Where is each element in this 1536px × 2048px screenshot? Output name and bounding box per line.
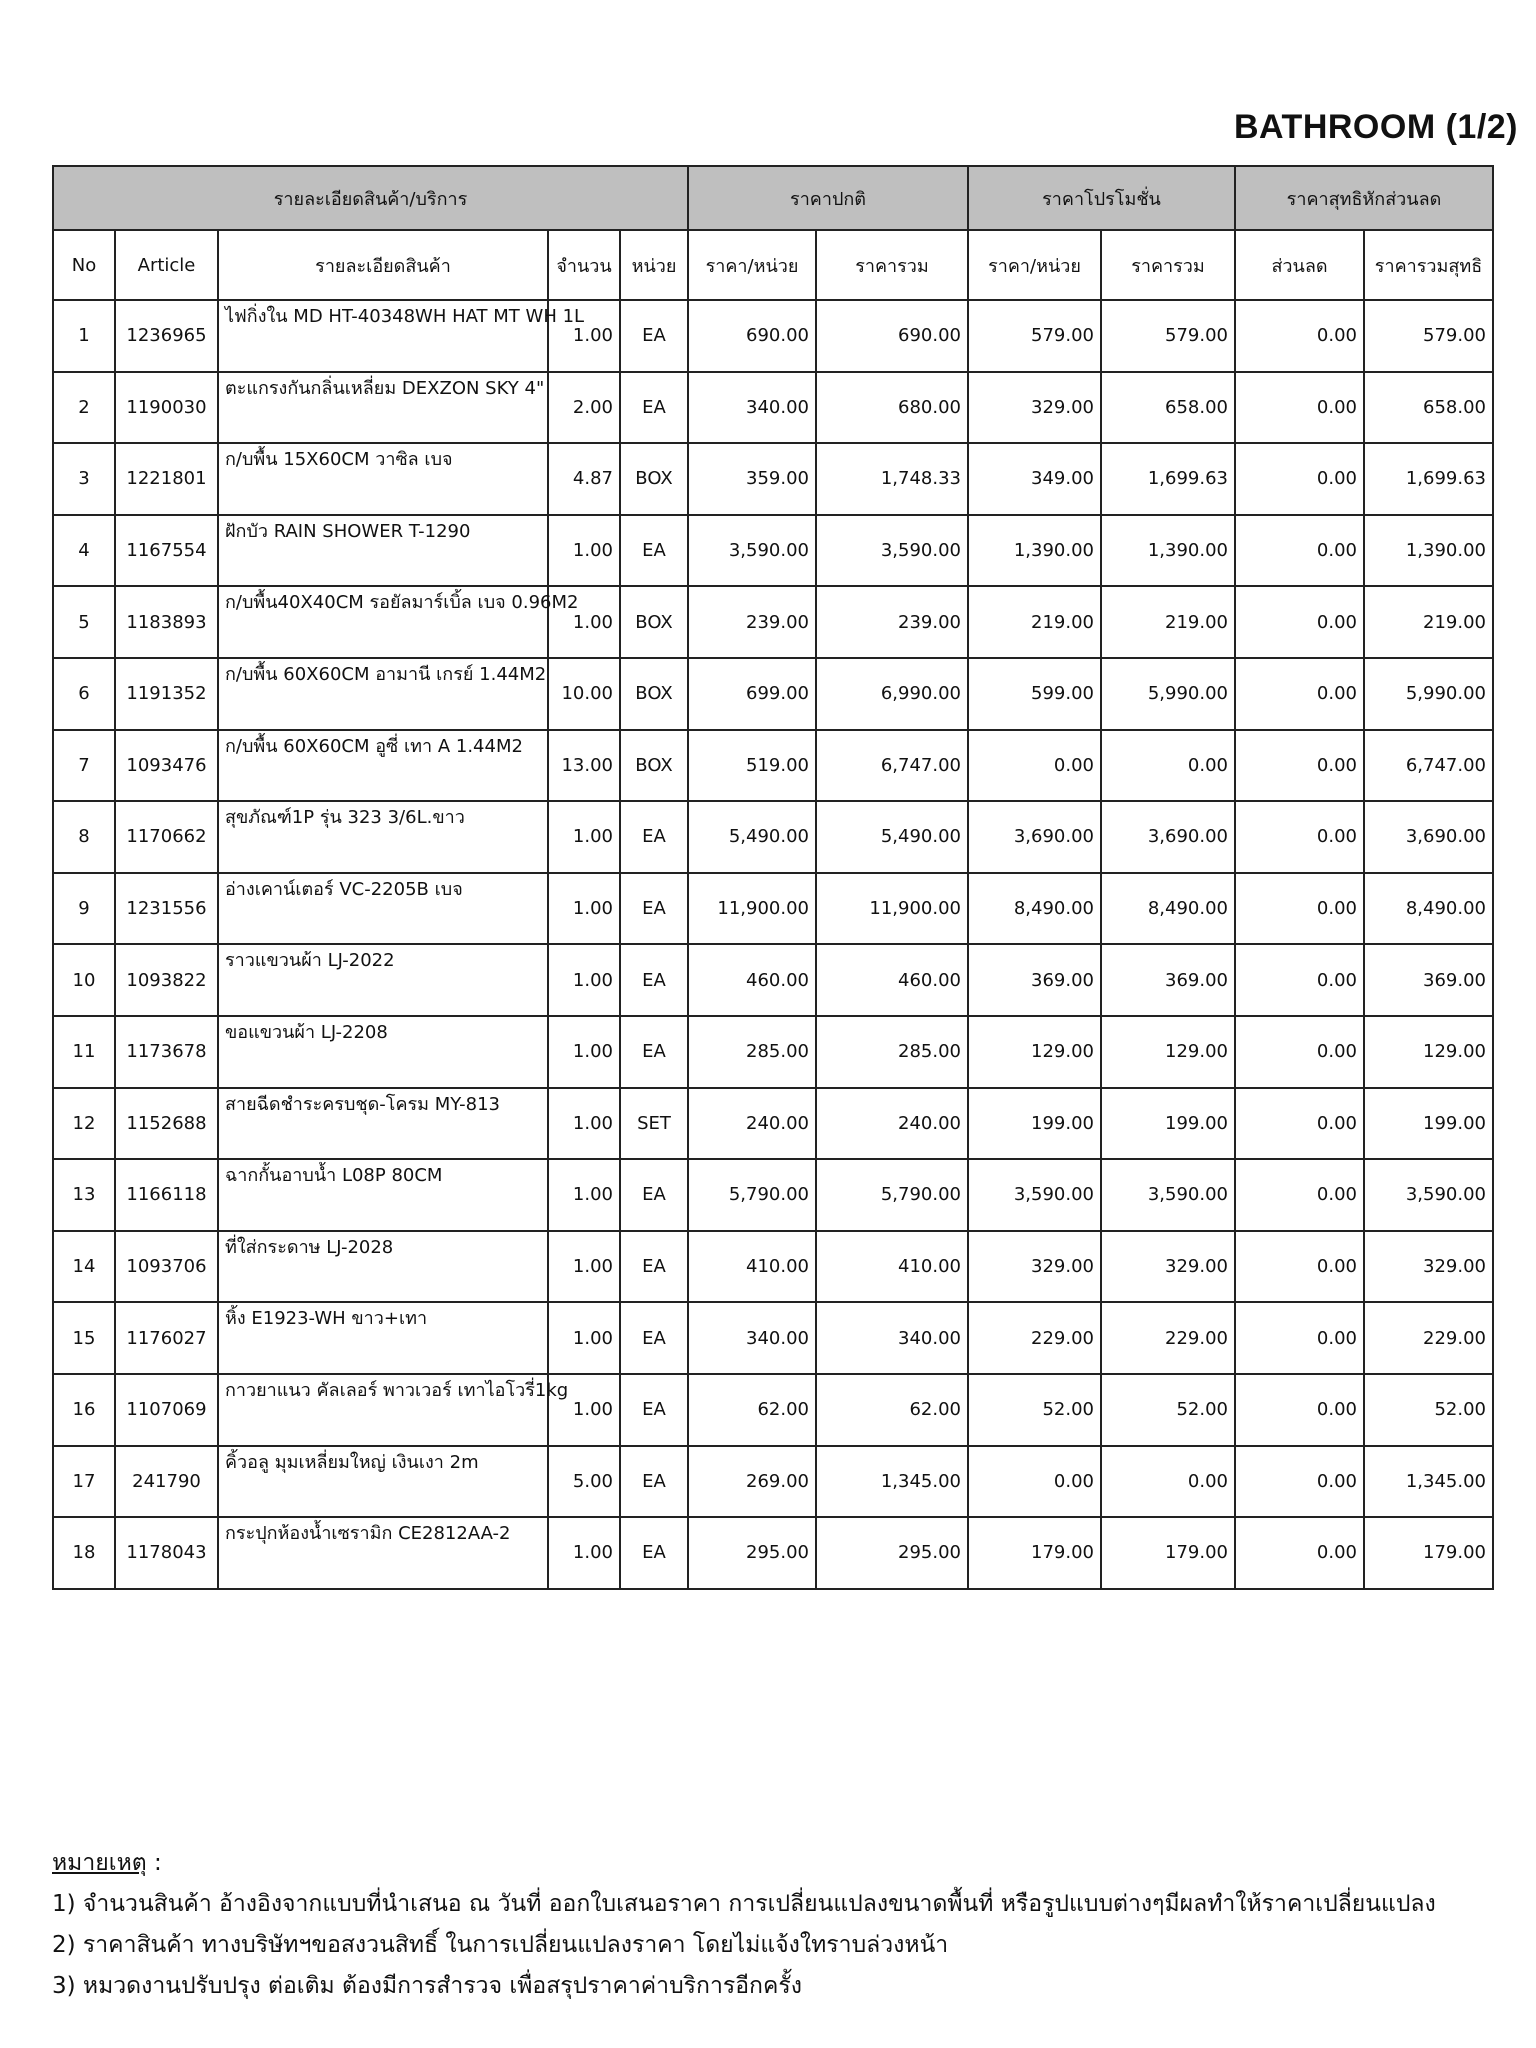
table-row [53, 1302, 1493, 1374]
cell-quantity: 1.00 [548, 873, 620, 945]
table-row [53, 586, 1493, 658]
cell-promo-unit-price: 52.00 [968, 1374, 1101, 1446]
cell-quantity: 1.00 [548, 1231, 620, 1303]
cell-net-total: 5,990.00 [1364, 658, 1493, 730]
cell-discount: 0.00 [1235, 1231, 1364, 1303]
cell-promo-total: 5,990.00 [1101, 658, 1235, 730]
cell-promo-total: 219.00 [1101, 586, 1235, 658]
cell-total: 62.00 [816, 1374, 968, 1446]
col-header-net-total: ราคารวมสุทธิ [1364, 230, 1493, 300]
cell-description: ตะแกรงกันกลิ่นเหลี่ยม DEXZON SKY 4" [218, 372, 548, 444]
cell-promo-unit-price: 0.00 [968, 730, 1101, 802]
table-row [53, 1016, 1493, 1088]
cell-net-total: 1,345.00 [1364, 1446, 1493, 1518]
cell-discount: 0.00 [1235, 515, 1364, 587]
cell-net-total: 52.00 [1364, 1374, 1493, 1446]
cell-no: 16 [53, 1374, 115, 1446]
col-header-article: Article [115, 230, 218, 300]
table-row [53, 801, 1493, 873]
cell-no: 6 [53, 658, 115, 730]
cell-quantity: 1.00 [548, 1016, 620, 1088]
cell-description: ก/บพื้น40X40CM รอยัลมาร์เบิ้ล เบจ 0.96M2 [218, 586, 548, 658]
cell-unit-price: 690.00 [688, 300, 816, 372]
cell-no: 13 [53, 1159, 115, 1231]
cell-unit: SET [620, 1088, 688, 1160]
cell-unit: EA [620, 1302, 688, 1374]
cell-promo-total: 129.00 [1101, 1016, 1235, 1088]
table-row [53, 944, 1493, 1016]
cell-net-total: 1,699.63 [1364, 443, 1493, 515]
cell-quantity: 1.00 [548, 300, 620, 372]
cell-net-total: 329.00 [1364, 1231, 1493, 1303]
cell-promo-total: 658.00 [1101, 372, 1235, 444]
cell-no: 2 [53, 372, 115, 444]
cell-promo-unit-price: 199.00 [968, 1088, 1101, 1160]
cell-unit-price: 269.00 [688, 1446, 816, 1518]
cell-total: 5,790.00 [816, 1159, 968, 1231]
cell-unit: BOX [620, 658, 688, 730]
cell-total: 1,748.33 [816, 443, 968, 515]
group-header-promotion-price: ราคาโปรโมชั่น [968, 166, 1235, 230]
cell-total: 3,590.00 [816, 515, 968, 587]
cell-total: 285.00 [816, 1016, 968, 1088]
cell-promo-total: 1,699.63 [1101, 443, 1235, 515]
cell-discount: 0.00 [1235, 586, 1364, 658]
cell-discount: 0.00 [1235, 873, 1364, 945]
cell-discount: 0.00 [1235, 1016, 1364, 1088]
cell-promo-unit-price: 8,490.00 [968, 873, 1101, 945]
cell-net-total: 3,690.00 [1364, 801, 1493, 873]
cell-article: 1178043 [115, 1517, 218, 1589]
table-row [53, 1517, 1493, 1589]
cell-discount: 0.00 [1235, 300, 1364, 372]
table-row [53, 300, 1493, 372]
cell-article: 1093476 [115, 730, 218, 802]
cell-unit-price: 410.00 [688, 1231, 816, 1303]
cell-no: 9 [53, 873, 115, 945]
cell-description: ก/บพื้น 60X60CM อามานี เกรย์ 1.44M2 [218, 658, 548, 730]
cell-promo-total: 1,390.00 [1101, 515, 1235, 587]
cell-net-total: 179.00 [1364, 1517, 1493, 1589]
col-header-no: No [53, 230, 115, 300]
cell-quantity: 1.00 [548, 1302, 620, 1374]
cell-article: 1176027 [115, 1302, 218, 1374]
cell-unit: EA [620, 1016, 688, 1088]
cell-unit: EA [620, 300, 688, 372]
cell-total: 340.00 [816, 1302, 968, 1374]
cell-no: 5 [53, 586, 115, 658]
cell-promo-unit-price: 579.00 [968, 300, 1101, 372]
cell-promo-unit-price: 3,690.00 [968, 801, 1101, 873]
cell-promo-unit-price: 219.00 [968, 586, 1101, 658]
cell-total: 680.00 [816, 372, 968, 444]
cell-total: 6,990.00 [816, 658, 968, 730]
note-item: 3) หมวดงานปรับปรุง ต่อเติม ต้องมีการสำรวจ เพื่อสรุปราคาค่าบริการอีกครั้ง [52, 1973, 802, 1999]
cell-discount: 0.00 [1235, 1446, 1364, 1518]
cell-article: 1167554 [115, 515, 218, 587]
col-header-discount: ส่วนลด [1235, 230, 1364, 300]
table-row [53, 658, 1493, 730]
cell-description: คิ้วอลู มุมเหลี่ยมใหญ่ เงินเงา 2m [218, 1446, 548, 1518]
cell-total: 460.00 [816, 944, 968, 1016]
cell-unit-price: 3,590.00 [688, 515, 816, 587]
table-row [53, 1159, 1493, 1231]
cell-article: 1152688 [115, 1088, 218, 1160]
notes-section [52, 1843, 1436, 2007]
cell-discount: 0.00 [1235, 1517, 1364, 1589]
cell-promo-total: 179.00 [1101, 1517, 1235, 1589]
cell-quantity: 4.87 [548, 443, 620, 515]
cell-no: 7 [53, 730, 115, 802]
cell-unit: EA [620, 515, 688, 587]
col-header-total: ราคารวม [816, 230, 968, 300]
cell-no: 14 [53, 1231, 115, 1303]
cell-total: 11,900.00 [816, 873, 968, 945]
notes-heading: หมายเหตุ [52, 1850, 147, 1876]
page-title: BATHROOM (1/2) [1233, 108, 1518, 146]
cell-unit-price: 11,900.00 [688, 873, 816, 945]
cell-unit-price: 295.00 [688, 1517, 816, 1589]
cell-promo-unit-price: 599.00 [968, 658, 1101, 730]
cell-article: 1093822 [115, 944, 218, 1016]
cell-quantity: 2.00 [548, 372, 620, 444]
cell-net-total: 579.00 [1364, 300, 1493, 372]
cell-description: ฝักบัว RAIN SHOWER T-1290 [218, 515, 548, 587]
cell-promo-total: 3,690.00 [1101, 801, 1235, 873]
group-header-product: รายละเอียดสินค้า/บริการ [53, 166, 688, 230]
cell-promo-total: 3,590.00 [1101, 1159, 1235, 1231]
table-row [53, 1088, 1493, 1160]
cell-promo-unit-price: 129.00 [968, 1016, 1101, 1088]
cell-quantity: 1.00 [548, 515, 620, 587]
cell-total: 295.00 [816, 1517, 968, 1589]
cell-unit-price: 519.00 [688, 730, 816, 802]
col-header-quantity: จำนวน [548, 230, 620, 300]
cell-promo-total: 229.00 [1101, 1302, 1235, 1374]
note-item: 1) จำนวนสินค้า อ้างอิงจากแบบที่นำเสนอ ณ วันที่ ออกใบเสนอราคา การเปลี่ยนแปลงขนาดพื้นที่ หรือรูปแบบต่างๆมีผลทำให้ราคาเปลี่ยนแปลง [52, 1891, 1436, 1917]
group-header-normal-price: ราคาปกติ [688, 166, 968, 230]
cell-promo-unit-price: 0.00 [968, 1446, 1101, 1518]
cell-description: หิ้ง E1923-WH ขาว+เทา [218, 1302, 548, 1374]
cell-discount: 0.00 [1235, 1159, 1364, 1231]
cell-no: 1 [53, 300, 115, 372]
cell-quantity: 1.00 [548, 586, 620, 658]
cell-article: 1170662 [115, 801, 218, 873]
cell-article: 241790 [115, 1446, 218, 1518]
cell-unit: EA [620, 873, 688, 945]
cell-unit: BOX [620, 586, 688, 658]
cell-promo-total: 579.00 [1101, 300, 1235, 372]
cell-discount: 0.00 [1235, 1374, 1364, 1446]
cell-unit-price: 239.00 [688, 586, 816, 658]
cell-promo-total: 199.00 [1101, 1088, 1235, 1160]
cell-total: 410.00 [816, 1231, 968, 1303]
col-header-description: รายละเอียดสินค้า [218, 230, 548, 300]
cell-article: 1093706 [115, 1231, 218, 1303]
cell-quantity: 1.00 [548, 801, 620, 873]
cell-total: 690.00 [816, 300, 968, 372]
cell-discount: 0.00 [1235, 443, 1364, 515]
table-row [53, 1374, 1493, 1446]
cell-unit: EA [620, 1374, 688, 1446]
table-row [53, 873, 1493, 945]
cell-quantity: 1.00 [548, 1088, 620, 1160]
cell-promo-total: 8,490.00 [1101, 873, 1235, 945]
cell-unit: EA [620, 372, 688, 444]
col-header-unit-price: ราคา/หน่วย [688, 230, 816, 300]
cell-net-total: 3,590.00 [1364, 1159, 1493, 1231]
cell-discount: 0.00 [1235, 1088, 1364, 1160]
cell-promo-unit-price: 329.00 [968, 372, 1101, 444]
cell-no: 11 [53, 1016, 115, 1088]
cell-description: ที่ใส่กระดาษ LJ-2028 [218, 1231, 548, 1303]
cell-article: 1190030 [115, 372, 218, 444]
cell-promo-unit-price: 349.00 [968, 443, 1101, 515]
cell-description: สุขภัณฑ์1P รุ่น 323 3/6L.ขาว [218, 801, 548, 873]
cell-discount: 0.00 [1235, 730, 1364, 802]
col-header-unit: หน่วย [620, 230, 688, 300]
cell-no: 10 [53, 944, 115, 1016]
cell-article: 1166118 [115, 1159, 218, 1231]
cell-quantity: 1.00 [548, 1374, 620, 1446]
cell-quantity: 10.00 [548, 658, 620, 730]
cell-total: 6,747.00 [816, 730, 968, 802]
cell-unit: EA [620, 1231, 688, 1303]
cell-unit-price: 285.00 [688, 1016, 816, 1088]
cell-promo-total: 52.00 [1101, 1374, 1235, 1446]
cell-article: 1236965 [115, 300, 218, 372]
cell-unit-price: 5,790.00 [688, 1159, 816, 1231]
cell-promo-unit-price: 369.00 [968, 944, 1101, 1016]
cell-net-total: 658.00 [1364, 372, 1493, 444]
cell-description: อ่างเคาน์เตอร์ VC-2205B เบจ [218, 873, 548, 945]
cell-unit-price: 62.00 [688, 1374, 816, 1446]
cell-description: ก/บพื้น 15X60CM วาซิล เบจ [218, 443, 548, 515]
cell-net-total: 369.00 [1364, 944, 1493, 1016]
cell-unit: EA [620, 801, 688, 873]
cell-unit-price: 240.00 [688, 1088, 816, 1160]
table-row [53, 372, 1493, 444]
cell-no: 3 [53, 443, 115, 515]
table-row [53, 1231, 1493, 1303]
cell-promo-unit-price: 329.00 [968, 1231, 1101, 1303]
cell-article: 1221801 [115, 443, 218, 515]
table-row [53, 1446, 1493, 1518]
cell-no: 17 [53, 1446, 115, 1518]
note-item: 2) ราคาสินค้า ทางบริษัทฯขอสงวนสิทธิ์ ในการเปลี่ยนแปลงราคา โดยไม่แจ้งใทราบล่วงหน้า [52, 1932, 949, 1958]
cell-no: 15 [53, 1302, 115, 1374]
cell-discount: 0.00 [1235, 944, 1364, 1016]
cell-unit-price: 359.00 [688, 443, 816, 515]
col-header-promo-unit-price: ราคา/หน่วย [968, 230, 1101, 300]
cell-net-total: 1,390.00 [1364, 515, 1493, 587]
cell-description: กาวยาแนว คัลเลอร์ พาวเวอร์ เทาไอโวรี่1kg [218, 1374, 548, 1446]
cell-promo-unit-price: 1,390.00 [968, 515, 1101, 587]
cell-unit-price: 340.00 [688, 1302, 816, 1374]
cell-no: 18 [53, 1517, 115, 1589]
cell-description: กระปุกห้องน้ำเซรามิก CE2812AA-2 [218, 1517, 548, 1589]
cell-article: 1191352 [115, 658, 218, 730]
cell-article: 1107069 [115, 1374, 218, 1446]
cell-net-total: 229.00 [1364, 1302, 1493, 1374]
cell-unit-price: 340.00 [688, 372, 816, 444]
col-header-promo-total: ราคารวม [1101, 230, 1235, 300]
cell-description: ไฟกิ่งใน MD HT-40348WH HAT MT WH 1L [218, 300, 548, 372]
group-header-net-price: ราคาสุทธิหักส่วนลด [1235, 166, 1493, 230]
cell-discount: 0.00 [1235, 801, 1364, 873]
cell-total: 240.00 [816, 1088, 968, 1160]
table-row [53, 443, 1493, 515]
cell-quantity: 1.00 [548, 1517, 620, 1589]
cell-article: 1183893 [115, 586, 218, 658]
cell-net-total: 129.00 [1364, 1016, 1493, 1088]
cell-promo-total: 329.00 [1101, 1231, 1235, 1303]
cell-no: 12 [53, 1088, 115, 1160]
cell-promo-unit-price: 3,590.00 [968, 1159, 1101, 1231]
cell-discount: 0.00 [1235, 372, 1364, 444]
cell-article: 1231556 [115, 873, 218, 945]
cell-description: สายฉีดชำระครบชุด-โครม MY-813 [218, 1088, 548, 1160]
cell-unit: EA [620, 1517, 688, 1589]
cell-quantity: 1.00 [548, 1159, 620, 1231]
cell-description: ขอแขวนผ้า LJ-2208 [218, 1016, 548, 1088]
cell-unit-price: 699.00 [688, 658, 816, 730]
column-header-row [53, 230, 1493, 300]
cell-net-total: 219.00 [1364, 586, 1493, 658]
cell-promo-unit-price: 229.00 [968, 1302, 1101, 1374]
cell-quantity: 1.00 [548, 944, 620, 1016]
cell-description: ราวแขวนผ้า LJ-2022 [218, 944, 548, 1016]
cell-net-total: 199.00 [1364, 1088, 1493, 1160]
cell-promo-unit-price: 179.00 [968, 1517, 1101, 1589]
cell-unit: BOX [620, 443, 688, 515]
cell-unit-price: 460.00 [688, 944, 816, 1016]
cell-net-total: 8,490.00 [1364, 873, 1493, 945]
cell-description: ก/บพื้น 60X60CM อูซี่ เทา A 1.44M2 [218, 730, 548, 802]
cell-quantity: 13.00 [548, 730, 620, 802]
cell-promo-total: 0.00 [1101, 1446, 1235, 1518]
cell-total: 1,345.00 [816, 1446, 968, 1518]
cell-unit: EA [620, 1446, 688, 1518]
cell-no: 4 [53, 515, 115, 587]
group-header-row [53, 166, 1493, 230]
cell-total: 5,490.00 [816, 801, 968, 873]
cell-discount: 0.00 [1235, 1302, 1364, 1374]
cell-total: 239.00 [816, 586, 968, 658]
notes-heading-colon: : [146, 1850, 162, 1876]
cell-promo-total: 369.00 [1101, 944, 1235, 1016]
cell-unit: EA [620, 1159, 688, 1231]
cell-net-total: 6,747.00 [1364, 730, 1493, 802]
cell-unit: BOX [620, 730, 688, 802]
cell-promo-total: 0.00 [1101, 730, 1235, 802]
table-row [53, 730, 1493, 802]
table-row [53, 515, 1493, 587]
cell-discount: 0.00 [1235, 658, 1364, 730]
cell-no: 8 [53, 801, 115, 873]
cell-description: ฉากกั้นอาบน้ำ L08P 80CM [218, 1159, 548, 1231]
cell-unit: EA [620, 944, 688, 1016]
quotation-table [52, 165, 1494, 1590]
cell-unit-price: 5,490.00 [688, 801, 816, 873]
cell-quantity: 5.00 [548, 1446, 620, 1518]
cell-article: 1173678 [115, 1016, 218, 1088]
